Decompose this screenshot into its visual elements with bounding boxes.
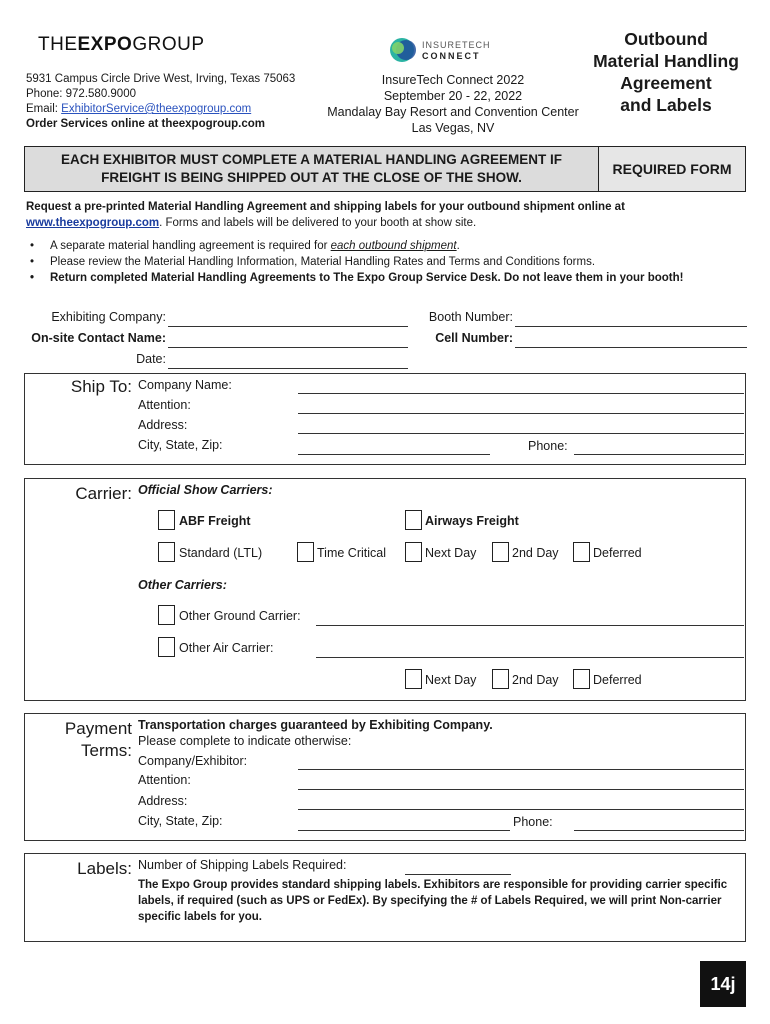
- date-field[interactable]: [168, 368, 408, 369]
- requirement-banner: [24, 146, 746, 192]
- airways-freight-label: Airways Freight: [425, 514, 519, 528]
- payment-phone-field[interactable]: [574, 830, 744, 831]
- cell-number-field[interactable]: [515, 347, 747, 348]
- payment-address-label: Address:: [138, 794, 188, 808]
- next-day-label: Next Day: [425, 546, 477, 560]
- payment-attention-label: Attention:: [138, 773, 191, 787]
- order-online-text: Order Services online at theexpogroup.com: [26, 118, 266, 130]
- airways-freight-checkbox[interactable]: [405, 510, 422, 530]
- ship-to-section: [24, 373, 746, 465]
- logo-line2: CONNECT: [422, 51, 481, 61]
- labels-title: Labels:: [77, 859, 132, 878]
- event-venue: Mandalay Bay Resort and Convention Center: [327, 105, 579, 119]
- second-day-label: 2nd Day: [512, 546, 559, 560]
- insuretech-logo: [388, 34, 508, 68]
- deferred-checkbox[interactable]: [573, 542, 590, 562]
- other-second-day-checkbox[interactable]: [492, 669, 509, 689]
- ship-attention-label: Attention:: [138, 398, 191, 412]
- instructions-list: [26, 238, 742, 286]
- ship-phone-field[interactable]: [574, 454, 744, 455]
- other-air-field[interactable]: [316, 657, 744, 658]
- ship-city-label: City, State, Zip:: [138, 438, 223, 452]
- ship-city-field[interactable]: [298, 454, 490, 455]
- other-deferred-label: Deferred: [593, 673, 642, 687]
- other-next-day-checkbox[interactable]: [405, 669, 422, 689]
- logo-line1: INSURETECH: [422, 40, 491, 50]
- other-ground-field[interactable]: [316, 625, 744, 626]
- deferred-label: Deferred: [593, 546, 642, 560]
- payment-address-field[interactable]: [298, 809, 744, 810]
- ship-company-label: Company Name:: [138, 378, 232, 392]
- carrier-title: Carrier:: [75, 484, 132, 503]
- payment-guarantee-text: Transportation charges guaranteed by Exhibiting Company.: [138, 718, 493, 732]
- payment-phone-label: Phone:: [513, 815, 553, 829]
- instruction-item: • Please review the Material Handling Information, Material Handling Rates and Terms and Conditions forms.: [26, 254, 742, 270]
- other-ground-label: Other Ground Carrier:: [179, 609, 301, 623]
- banner-message: EACH EXHIBITOR MUST COMPLETE A MATERIAL HANDLING AGREEMENT IF FREIGHT IS BEING SHIPPED OUT AT THE CLOSE OF THE SHOW.: [25, 147, 599, 191]
- abf-freight-label: ABF Freight: [179, 514, 251, 528]
- ship-to-title: Ship To:: [70, 377, 132, 396]
- payment-terms-title: Payment Terms:: [64, 719, 132, 760]
- ship-phone-label: Phone:: [528, 439, 568, 453]
- next-day-checkbox[interactable]: [405, 542, 422, 562]
- payment-company-label: Company/Exhibitor:: [138, 754, 248, 768]
- website-link[interactable]: www.theexpogroup.com: [26, 217, 160, 229]
- logo-part-the: THE: [38, 34, 78, 55]
- standard-ltl-checkbox[interactable]: [158, 542, 175, 562]
- other-ground-checkbox[interactable]: [158, 605, 175, 625]
- title-line-3: Agreement: [620, 73, 712, 93]
- booth-number-field[interactable]: [515, 326, 747, 327]
- labels-number-label: Number of Shipping Labels Required:: [138, 858, 347, 872]
- payment-otherwise-text: Please complete to indicate otherwise:: [138, 734, 352, 748]
- date-label: Date:: [136, 352, 166, 366]
- event-info: [312, 72, 594, 136]
- payment-city-label: City, State, Zip:: [138, 814, 223, 828]
- logo-part-group: GROUP: [132, 34, 205, 55]
- logo-part-expo: EXPO: [77, 34, 133, 55]
- email-label: Email:: [26, 103, 62, 115]
- intro-text: Request a pre-printed Material Handling Agreement and shipping labels for your outbound shipment online at www.theexpogroup.com. Forms and labels will be delivered to your booth at show site.: [26, 201, 625, 229]
- ship-address-field[interactable]: [298, 433, 744, 434]
- exhibiting-company-label: Exhibiting Company:: [51, 310, 166, 324]
- page-number-badge: 14j: [700, 961, 746, 1007]
- ship-attention-field[interactable]: [298, 413, 744, 414]
- title-line-1: Outbound: [624, 29, 708, 49]
- email-link[interactable]: ExhibitorService@theexpogroup.com: [61, 103, 252, 115]
- cell-number-label: Cell Number:: [435, 331, 513, 345]
- company-email-line: [26, 102, 295, 117]
- payment-company-field[interactable]: [298, 769, 744, 770]
- payment-city-field[interactable]: [298, 830, 510, 831]
- title-line-2: Material Handling: [593, 51, 739, 71]
- second-day-checkbox[interactable]: [492, 542, 509, 562]
- form-title: [590, 28, 742, 116]
- payment-attention-field[interactable]: [298, 789, 744, 790]
- company-logo: [38, 34, 205, 56]
- other-air-label: Other Air Carrier:: [179, 641, 274, 655]
- time-critical-label: Time Critical: [317, 546, 386, 560]
- official-carriers-label: Official Show Carriers:: [138, 483, 273, 497]
- title-line-4: and Labels: [620, 95, 712, 115]
- ship-address-label: Address:: [138, 418, 188, 432]
- onsite-contact-field[interactable]: [168, 347, 408, 348]
- ship-company-field[interactable]: [298, 393, 744, 394]
- instruction-item: • A separate material handling agreement is required for each outbound shipment.: [26, 238, 742, 254]
- standard-ltl-label: Standard (LTL): [179, 546, 263, 560]
- event-name: InsureTech Connect 2022: [381, 73, 525, 87]
- company-address-block: [26, 72, 295, 132]
- other-second-day-label: 2nd Day: [512, 673, 559, 687]
- other-deferred-checkbox[interactable]: [573, 669, 590, 689]
- event-city: Las Vegas, NV: [411, 121, 495, 135]
- company-phone: Phone: 972.580.9000: [26, 88, 136, 100]
- company-address: 5931 Campus Circle Drive West, Irving, Texas 75063: [26, 73, 296, 85]
- other-air-checkbox[interactable]: [158, 637, 175, 657]
- labels-number-field[interactable]: [405, 874, 511, 875]
- labels-note: The Expo Group provides standard shipping labels. Exhibitors are responsible for providing carrier specific labels, if required (such as UPS or FedEx). By specifying the # of Labels Required, we will print Non-carrier specific labels for you.: [138, 879, 728, 923]
- other-carriers-label: Other Carriers:: [138, 578, 227, 592]
- exhibiting-company-field[interactable]: [168, 326, 408, 327]
- time-critical-checkbox[interactable]: [297, 542, 314, 562]
- instruction-item: • Return completed Material Handling Agreements to The Expo Group Service Desk. Do not leave them in your booth!: [26, 270, 742, 286]
- onsite-contact-label: On-site Contact Name:: [31, 331, 166, 345]
- booth-number-label: Booth Number:: [428, 310, 513, 324]
- abf-freight-checkbox[interactable]: [158, 510, 175, 530]
- carrier-section: [24, 478, 746, 701]
- payment-terms-section: [24, 713, 746, 841]
- other-next-day-label: Next Day: [425, 673, 477, 687]
- event-dates: September 20 - 22, 2022: [383, 89, 523, 103]
- required-form-badge: REQUIRED FORM: [599, 147, 745, 191]
